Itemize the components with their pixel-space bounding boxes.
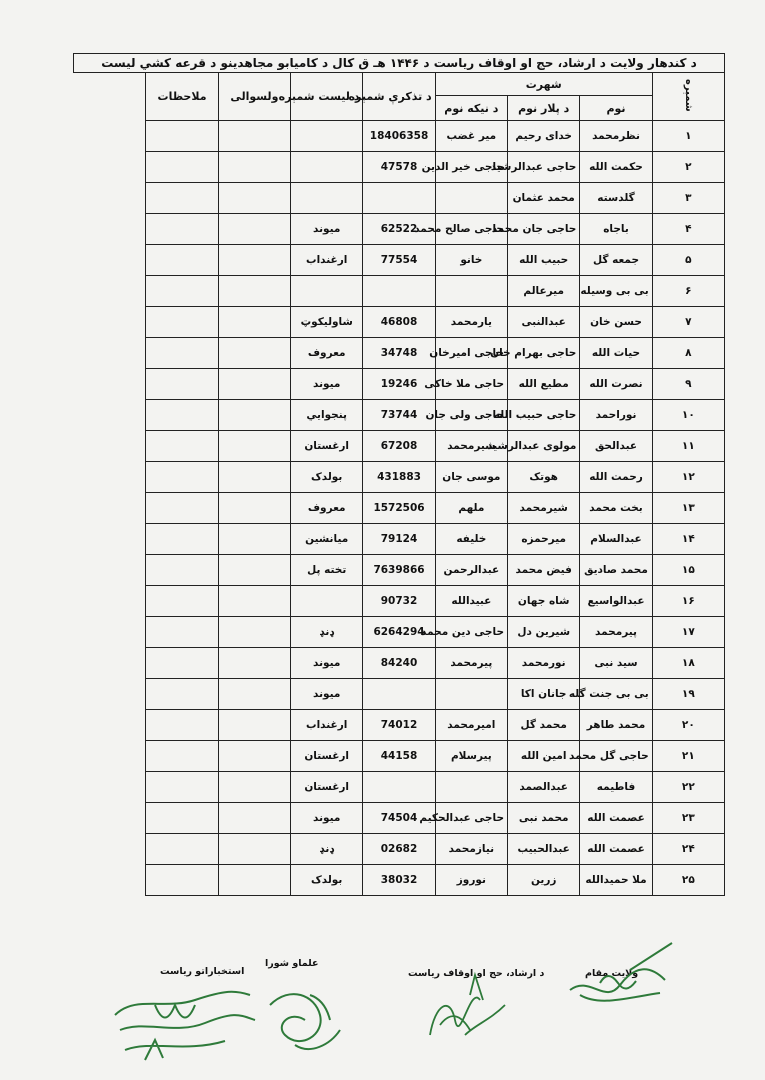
table-row [74, 493, 725, 524]
cell-father-name: مطیع الله [508, 369, 580, 400]
row-number: ۲۵ [652, 865, 724, 896]
cell-father-name: عبدالحبیب [508, 834, 580, 865]
cell-notes [146, 400, 218, 431]
cell-tazkira [363, 679, 435, 710]
cell-name: نصرت الله [580, 369, 652, 400]
cell-name: بی بی جنت گله [580, 679, 652, 710]
row-number: ۱۷ [652, 617, 724, 648]
header-notes: ملاحظات [146, 73, 218, 121]
cell-notes [146, 462, 218, 493]
cell-notes [146, 803, 218, 834]
header-list-number: د لیست شمېره [291, 73, 363, 121]
cell-father-name: شیرین دل [508, 617, 580, 648]
cell-father-name: حاجی عبدالرشید [508, 152, 580, 183]
cell-father-name: عبدالنبی [508, 307, 580, 338]
cell-name: جمعه گل [580, 245, 652, 276]
table-row [74, 338, 725, 369]
header-tazkira: د تذکرې شمېره [363, 73, 435, 121]
header-grandfather-name: د نیکه نوم [435, 96, 507, 121]
cell-district [218, 648, 290, 679]
cell-tazkira: 73744 [363, 400, 435, 431]
row-number: ۲۰ [652, 710, 724, 741]
cell-name: حیات الله [580, 338, 652, 369]
cell-notes [146, 679, 218, 710]
row-number: ۱۴ [652, 524, 724, 555]
signature-label-ulema: علماو شورا [265, 958, 319, 969]
cell-district [218, 245, 290, 276]
row-number: ۲۲ [652, 772, 724, 803]
cell-district [218, 121, 290, 152]
cell-tazkira: 1572506 [363, 493, 435, 524]
cell-list-number [291, 152, 363, 183]
cell-father-name: حاجی جان محمد [508, 214, 580, 245]
cell-district [218, 276, 290, 307]
cell-grandfather-name: نیازمحمد [435, 834, 507, 865]
cell-grandfather-name: موسی جان [435, 462, 507, 493]
row-number: ۱۲ [652, 462, 724, 493]
roster-table [73, 53, 725, 896]
ulema-signature [260, 975, 350, 1055]
cell-list-number [291, 276, 363, 307]
cell-district [218, 524, 290, 555]
cell-district [218, 586, 290, 617]
table-row [74, 245, 725, 276]
cell-name: حسن خان [580, 307, 652, 338]
cell-notes [146, 369, 218, 400]
governor-signature [560, 935, 680, 1015]
cell-tazkira: 6264294 [363, 617, 435, 648]
cell-grandfather-name: حاجی ولی جان [435, 400, 507, 431]
table-row [74, 462, 725, 493]
table-row [74, 555, 725, 586]
cell-father-name: نورمحمد [508, 648, 580, 679]
cell-notes [146, 493, 218, 524]
cell-name: گلدسته [580, 183, 652, 214]
cell-name: محمد طاهر [580, 710, 652, 741]
row-number: ۷ [652, 307, 724, 338]
cell-grandfather-name [435, 679, 507, 710]
cell-district [218, 338, 290, 369]
cell-father-name: محمد عثمان [508, 183, 580, 214]
cell-notes [146, 648, 218, 679]
cell-notes [146, 152, 218, 183]
cell-list-number: معروف [291, 493, 363, 524]
cell-tazkira: 18406358 [363, 121, 435, 152]
cell-father-name: حاجی بهرام خان [508, 338, 580, 369]
cell-list-number: میانشین [291, 524, 363, 555]
header-identity-group: شهرت [435, 73, 652, 96]
cell-grandfather-name: حاجی خیر الدین [435, 152, 507, 183]
cell-father-name: شاه جهان [508, 586, 580, 617]
cell-notes [146, 245, 218, 276]
cell-district [218, 400, 290, 431]
cell-father-name: امین الله [508, 741, 580, 772]
cell-tazkira: 84240 [363, 648, 435, 679]
cell-list-number: ارغنداب [291, 245, 363, 276]
cell-name: عبدالحق [580, 431, 652, 462]
cell-name: عصمت الله [580, 834, 652, 865]
cell-tazkira: 62522 [363, 214, 435, 245]
row-number: ۱۹ [652, 679, 724, 710]
cell-father-name: مولوی عبدالرشید [508, 431, 580, 462]
cell-grandfather-name: حاجی عبدالحکیم [435, 803, 507, 834]
cell-father-name: شیرمحمد [508, 493, 580, 524]
table-row [74, 152, 725, 183]
cell-name: بخت محمد [580, 493, 652, 524]
cell-notes [146, 338, 218, 369]
cell-name: سید نبی [580, 648, 652, 679]
cell-tazkira: 77554 [363, 245, 435, 276]
cell-district [218, 462, 290, 493]
cell-district [218, 493, 290, 524]
cell-tazkira: 74012 [363, 710, 435, 741]
table-row [74, 183, 725, 214]
signature-label-governor: ولایت مقام [585, 968, 639, 979]
cell-tazkira [363, 276, 435, 307]
cell-tazkira: 47578 [363, 152, 435, 183]
cell-notes [146, 214, 218, 245]
row-number: ۴ [652, 214, 724, 245]
cell-name: عبدالواسیع [580, 586, 652, 617]
cell-notes [146, 865, 218, 896]
cell-tazkira: 34748 [363, 338, 435, 369]
cell-list-number: بولدک [291, 865, 363, 896]
table-row [74, 586, 725, 617]
cell-name: باجاه [580, 214, 652, 245]
cell-notes [146, 586, 218, 617]
cell-list-number: معروف [291, 338, 363, 369]
document-title: د کندهار ولایت د ارشاد، حج او اوقاف ریاست د ۱۴۴۶ هـ ق کال د کامیابو مجاهدینو د قرعه کشي لیست [74, 54, 725, 73]
table-row [74, 648, 725, 679]
cell-tazkira: 90732 [363, 586, 435, 617]
cell-list-number: ارغستان [291, 772, 363, 803]
cell-grandfather-name: حاجی ملا خاکی [435, 369, 507, 400]
cell-district [218, 214, 290, 245]
row-number: ۱۳ [652, 493, 724, 524]
cell-district [218, 152, 290, 183]
cell-tazkira: 7639866 [363, 555, 435, 586]
cell-grandfather-name [435, 183, 507, 214]
intelligence-signature [105, 975, 260, 1065]
cell-father-name: میرعالم [508, 276, 580, 307]
cell-father-name: زرین [508, 865, 580, 896]
cell-name: ملا حمیدالله [580, 865, 652, 896]
cell-grandfather-name: ملهم [435, 493, 507, 524]
signature-label-irshad: د ارشاد، حج او اوقاف ریاست [408, 968, 545, 979]
cell-notes [146, 710, 218, 741]
row-number: ۱۱ [652, 431, 724, 462]
cell-district [218, 710, 290, 741]
row-number: ۲۱ [652, 741, 724, 772]
table-row [74, 524, 725, 555]
row-number: ۶ [652, 276, 724, 307]
cell-notes [146, 276, 218, 307]
cell-district [218, 431, 290, 462]
row-number: ۱۵ [652, 555, 724, 586]
table-row [74, 865, 725, 896]
cell-grandfather-name: خلیفه [435, 524, 507, 555]
cell-list-number: بولدک [291, 462, 363, 493]
cell-list-number: ارغنداب [291, 710, 363, 741]
cell-notes [146, 307, 218, 338]
cell-district [218, 183, 290, 214]
cell-list-number [291, 586, 363, 617]
cell-father-name: محمد گل [508, 710, 580, 741]
cell-name: عبدالسلام [580, 524, 652, 555]
cell-district [218, 741, 290, 772]
cell-notes [146, 431, 218, 462]
cell-grandfather-name: عبدالرحمن [435, 555, 507, 586]
cell-list-number: میوند [291, 648, 363, 679]
table-row [74, 400, 725, 431]
table-row [74, 214, 725, 245]
header-number: شمېره [652, 73, 724, 121]
cell-notes [146, 524, 218, 555]
cell-tazkira: 79124 [363, 524, 435, 555]
cell-district [218, 617, 290, 648]
cell-name: حکمت الله [580, 152, 652, 183]
cell-district [218, 803, 290, 834]
irshad-signature [410, 965, 520, 1045]
row-number: ۸ [652, 338, 724, 369]
cell-notes [146, 183, 218, 214]
cell-list-number: شاولیکوټ [291, 307, 363, 338]
cell-father-name: محمد نبی [508, 803, 580, 834]
cell-notes [146, 121, 218, 152]
cell-tazkira: 46808 [363, 307, 435, 338]
row-number: ۲۴ [652, 834, 724, 865]
cell-grandfather-name: حاجی دین محمد [435, 617, 507, 648]
cell-list-number: ارغستان [291, 431, 363, 462]
row-number: ۱ [652, 121, 724, 152]
cell-list-number: ډنډ [291, 834, 363, 865]
cell-district [218, 679, 290, 710]
cell-name: حاجی گل محمد [580, 741, 652, 772]
cell-grandfather-name: میر غضب [435, 121, 507, 152]
row-number: ۹ [652, 369, 724, 400]
cell-grandfather-name: عبیدالله [435, 586, 507, 617]
table-row [74, 307, 725, 338]
cell-father-name: حبیب الله [508, 245, 580, 276]
cell-list-number: ډنډ [291, 617, 363, 648]
cell-list-number [291, 121, 363, 152]
cell-list-number: پنجوایي [291, 400, 363, 431]
table-row [74, 617, 725, 648]
signature-label-intelligence: استخباراتو ریاست [160, 966, 245, 977]
cell-tazkira: 44158 [363, 741, 435, 772]
cell-tazkira: 02682 [363, 834, 435, 865]
cell-district [218, 307, 290, 338]
cell-father-name: فیض محمد [508, 555, 580, 586]
cell-grandfather-name: حاجی امیرخان [435, 338, 507, 369]
cell-grandfather-name: امیرمحمد [435, 710, 507, 741]
cell-district [218, 555, 290, 586]
table-row [74, 679, 725, 710]
cell-tazkira: 431883 [363, 462, 435, 493]
cell-notes [146, 741, 218, 772]
cell-father-name: عبدالصمد [508, 772, 580, 803]
cell-grandfather-name: پیرمحمد [435, 648, 507, 679]
cell-tazkira: 38032 [363, 865, 435, 896]
row-number: ۲۳ [652, 803, 724, 834]
cell-grandfather-name [435, 772, 507, 803]
cell-notes [146, 617, 218, 648]
cell-grandfather-name: خانو [435, 245, 507, 276]
row-number: ۱۰ [652, 400, 724, 431]
cell-grandfather-name: پیرسلام [435, 741, 507, 772]
cell-notes [146, 834, 218, 865]
cell-name: محمد صادیق [580, 555, 652, 586]
cell-name: بی بی وسیله [580, 276, 652, 307]
cell-district [218, 865, 290, 896]
cell-grandfather-name: یارمحمد [435, 307, 507, 338]
cell-notes [146, 555, 218, 586]
table-row [74, 276, 725, 307]
cell-tazkira: 19246 [363, 369, 435, 400]
cell-name: نوراحمد [580, 400, 652, 431]
table-row [74, 803, 725, 834]
cell-name: نظرمحمد [580, 121, 652, 152]
cell-tazkira: 74504 [363, 803, 435, 834]
cell-list-number: میوند [291, 214, 363, 245]
table-row [74, 431, 725, 462]
cell-name: رحمت الله [580, 462, 652, 493]
cell-grandfather-name: نوروز [435, 865, 507, 896]
row-number: ۲ [652, 152, 724, 183]
cell-district [218, 772, 290, 803]
cell-grandfather-name: شیرمحمد [435, 431, 507, 462]
header-father-name: د پلار نوم [508, 96, 580, 121]
cell-name: پیرمحمد [580, 617, 652, 648]
table-row [74, 772, 725, 803]
table-row [74, 834, 725, 865]
cell-list-number: میوند [291, 369, 363, 400]
cell-list-number: تخته پل [291, 555, 363, 586]
cell-list-number: میوند [291, 803, 363, 834]
cell-name: عصمت الله [580, 803, 652, 834]
cell-tazkira [363, 772, 435, 803]
cell-district [218, 834, 290, 865]
table-row [74, 121, 725, 152]
row-number: ۱۸ [652, 648, 724, 679]
table-row [74, 741, 725, 772]
cell-notes [146, 772, 218, 803]
cell-grandfather-name [435, 276, 507, 307]
cell-father-name: میرحمزه [508, 524, 580, 555]
table-row [74, 710, 725, 741]
cell-district [218, 369, 290, 400]
row-number: ۵ [652, 245, 724, 276]
header-name: نوم [580, 96, 652, 121]
cell-father-name: جانان اکا [508, 679, 580, 710]
row-number: ۳ [652, 183, 724, 214]
cell-tazkira [363, 183, 435, 214]
cell-list-number [291, 183, 363, 214]
cell-father-name: خدای رحیم [508, 121, 580, 152]
cell-list-number: میوند [291, 679, 363, 710]
table-row [74, 369, 725, 400]
header-district: ولسوالی [218, 73, 290, 121]
roster-body [74, 121, 725, 896]
cell-father-name: هوتک [508, 462, 580, 493]
cell-tazkira: 67208 [363, 431, 435, 462]
cell-father-name: حاجی حبیب الله [508, 400, 580, 431]
row-number: ۱۶ [652, 586, 724, 617]
cell-list-number: ارغستان [291, 741, 363, 772]
cell-grandfather-name: حاجی صالح محمد [435, 214, 507, 245]
cell-name: فاطیمه [580, 772, 652, 803]
